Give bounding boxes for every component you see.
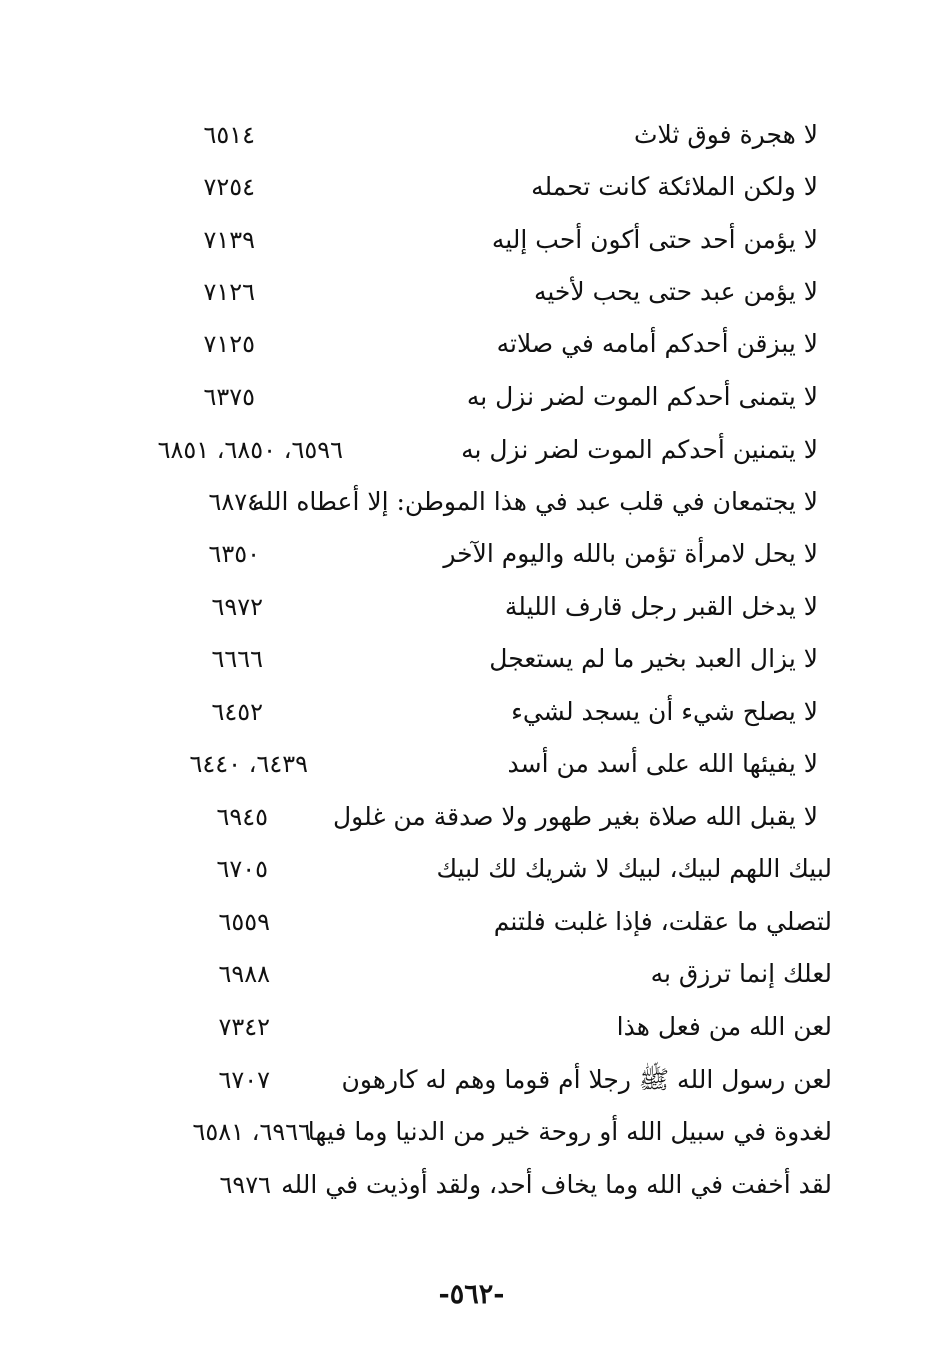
index-entry bbox=[0, 1060, 943, 1108]
index-entry bbox=[0, 1007, 943, 1055]
hadith-text: لغدوة في سبيل الله أو روحة خير من الدنيا وما فيها bbox=[307, 1117, 832, 1146]
hadith-text: لتصلي ما عقلت، فإذا غلبت فلتنم bbox=[493, 907, 832, 936]
index-entry bbox=[0, 220, 943, 268]
hadith-number: ٦٩٧٦ bbox=[219, 1171, 271, 1199]
hadith-text: لبيك اللهم لبيك، لبيك لا شريك لك لبيك bbox=[436, 854, 832, 883]
hadith-text: لا يفيئها الله على أسد من أسد bbox=[507, 749, 818, 778]
hadith-text: لا يحل لامرأة تؤمن بالله واليوم الآخر bbox=[443, 539, 818, 568]
index-entry bbox=[0, 377, 943, 425]
index-entry bbox=[0, 692, 943, 740]
hadith-text: لا يتمنين أحدكم الموت لضر نزل به bbox=[461, 435, 818, 464]
hadith-number: ٦٣٧٥ bbox=[203, 383, 255, 411]
hadith-number: ٦٣٥٠ bbox=[208, 540, 260, 568]
hadith-text: لا يبزقن أحدكم أمامه في صلاته bbox=[496, 329, 818, 358]
index-entry bbox=[0, 954, 943, 1002]
hadith-number: ٦٥٥٩ bbox=[218, 908, 270, 936]
hadith-number: ٦٥٩٦، ٦٨٥٠، ٦٨٥١ bbox=[157, 436, 343, 464]
index-entry bbox=[0, 1165, 943, 1213]
index-entry bbox=[0, 482, 943, 530]
hadith-text: لعن رسول الله ﷺ رجلا أم قوما وهم له كارهون bbox=[341, 1065, 832, 1094]
index-entry bbox=[0, 902, 943, 950]
index-entry bbox=[0, 167, 943, 215]
hadith-text: لا ولكن الملائكة كانت تحمله bbox=[531, 172, 818, 201]
hadith-number: ٧٣٤٢ bbox=[218, 1013, 270, 1041]
hadith-text: لا هجرة فوق ثلاث bbox=[634, 120, 818, 149]
hadith-number: ٧١٣٩ bbox=[203, 226, 255, 254]
hadith-text: لعلك إنما ترزق به bbox=[650, 959, 832, 988]
page-number: -٥٦٢- bbox=[438, 1279, 505, 1310]
hadith-number: ٦٦٦٦ bbox=[211, 645, 263, 673]
hadith-text: لا يدخل القبر رجل قارف الليلة bbox=[504, 592, 818, 621]
index-entry bbox=[0, 797, 943, 845]
index-entry bbox=[0, 430, 943, 478]
hadith-number: ٧١٢٥ bbox=[203, 330, 255, 358]
hadith-number: ٦٤٣٩، ٦٤٤٠ bbox=[189, 750, 308, 778]
hadith-text: لا يزال العبد بخير ما لم يستعجل bbox=[489, 644, 818, 673]
hadith-text: لا يقبل الله صلاة بغير طهور ولا صدقة من غلول bbox=[333, 802, 818, 831]
hadith-number: ٦٤٥٢ bbox=[211, 698, 263, 726]
hadith-number: ٦٥١٤ bbox=[203, 121, 255, 149]
hadith-number: ٧٢٥٤ bbox=[203, 173, 255, 201]
index-entry bbox=[0, 324, 943, 372]
hadith-text: لا يتمنى أحدكم الموت لضر نزل به bbox=[466, 382, 818, 411]
index-entry bbox=[0, 849, 943, 897]
hadith-text: لا يجتمعان في قلب عبد في هذا الموطن: إلا أعطاه الله bbox=[252, 487, 818, 516]
index-entry bbox=[0, 272, 943, 320]
hadith-number: ٦٧٠٥ bbox=[216, 855, 268, 883]
index-entry bbox=[0, 534, 943, 582]
hadith-number: ٦٨٧٤ bbox=[208, 488, 260, 516]
index-entry bbox=[0, 744, 943, 792]
index-entry bbox=[0, 115, 943, 163]
hadith-text: لقد أخفت في الله وما يخاف أحد، ولقد أوذيت في الله bbox=[281, 1170, 832, 1199]
hadith-number: ٦٩٤٥ bbox=[216, 803, 268, 831]
hadith-number: ٦٩٦٦، ٦٥٨١ bbox=[192, 1118, 311, 1146]
hadith-number: ٦٩٨٨ bbox=[218, 960, 270, 988]
hadith-text: لا يؤمن عبد حتى يحب لأخيه bbox=[533, 277, 818, 306]
hadith-text: لعن الله من فعل هذا bbox=[616, 1012, 832, 1041]
hadith-text: لا يصلح شيء أن يسجد لشيء bbox=[511, 697, 818, 726]
hadith-number: ٦٧٠٧ bbox=[218, 1066, 270, 1094]
hadith-number: ٦٩٧٢ bbox=[211, 593, 263, 621]
index-entry bbox=[0, 639, 943, 687]
index-entry bbox=[0, 1112, 943, 1160]
hadith-number: ٧١٢٦ bbox=[203, 278, 255, 306]
index-entry bbox=[0, 587, 943, 635]
hadith-text: لا يؤمن أحد حتى أكون أحب إليه bbox=[491, 225, 818, 254]
